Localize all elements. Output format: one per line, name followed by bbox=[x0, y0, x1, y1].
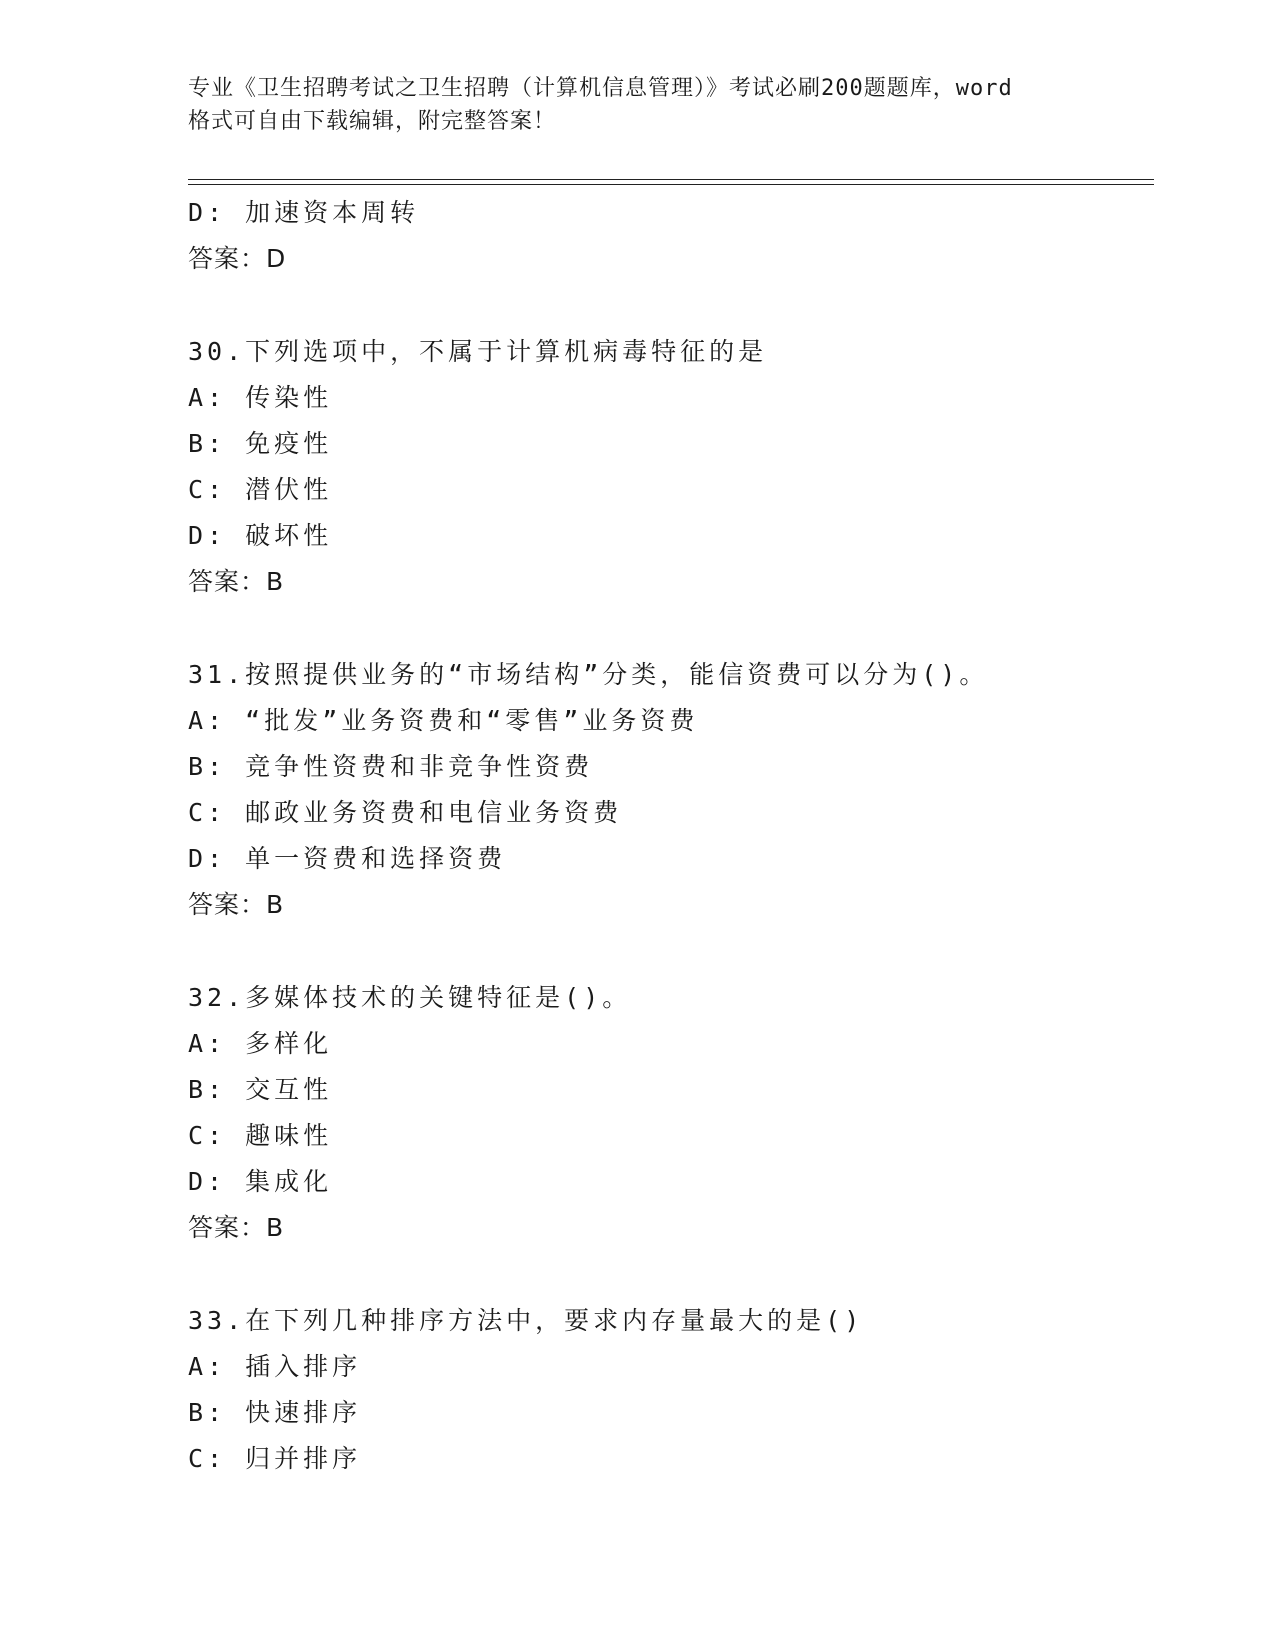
spacer bbox=[188, 605, 1154, 652]
answer-line: 答案：B bbox=[188, 567, 285, 596]
option-a: A: “批发”业务资费和“零售”业务资费 bbox=[188, 706, 699, 735]
option-d: D: 单一资费和选择资费 bbox=[188, 844, 507, 873]
option-c: C: 趣味性 bbox=[188, 1121, 333, 1150]
spacer bbox=[188, 282, 1154, 329]
header-line-1: 专业《卫生招聘考试之卫生招聘（计算机信息管理）》考试必刷200题题库，word bbox=[188, 76, 1013, 101]
document-header bbox=[188, 72, 1088, 138]
option-b: B: 快速排序 bbox=[188, 1398, 362, 1427]
question-block-31 bbox=[188, 652, 1154, 928]
question-text: 30.下列选项中，不属于计算机病毒特征的是 bbox=[188, 337, 768, 366]
option-d: D: 破坏性 bbox=[188, 521, 333, 550]
option-b: B: 竞争性资费和非竞争性资费 bbox=[188, 752, 594, 781]
header-divider-bottom bbox=[188, 184, 1154, 185]
question-text: 33.在下列几种排序方法中，要求内存量最大的是() bbox=[188, 1306, 864, 1335]
question-text: 32.多媒体技术的关键特征是()。 bbox=[188, 983, 632, 1012]
question-block-33 bbox=[188, 1298, 1154, 1482]
question-text: 31.按照提供业务的“市场结构”分类，能信资费可以分为()。 bbox=[188, 660, 989, 689]
option-a: A: 传染性 bbox=[188, 383, 333, 412]
spacer bbox=[188, 928, 1154, 975]
question-list bbox=[188, 190, 1154, 1482]
question-block-30 bbox=[188, 329, 1154, 605]
option-c: C: 归并排序 bbox=[188, 1444, 362, 1473]
option-b: B: 免疫性 bbox=[188, 429, 333, 458]
option-c: C: 潜伏性 bbox=[188, 475, 333, 504]
spacer bbox=[188, 1251, 1154, 1298]
option-b: B: 交互性 bbox=[188, 1075, 333, 1104]
answer-line: 答案：B bbox=[188, 890, 285, 919]
answer-line: 答案：D bbox=[188, 244, 287, 273]
header-line-2: 格式可自由下载编辑，附完整答案！ bbox=[188, 109, 557, 134]
option-c: C: 邮政业务资费和电信业务资费 bbox=[188, 798, 623, 827]
option-a: A: 多样化 bbox=[188, 1029, 333, 1058]
question-block-32 bbox=[188, 975, 1154, 1251]
option-a: A: 插入排序 bbox=[188, 1352, 362, 1381]
header-divider-top bbox=[188, 179, 1154, 180]
option-d: D: 集成化 bbox=[188, 1167, 333, 1196]
question-block-prev bbox=[188, 190, 1154, 282]
option-d: D: 加速资本周转 bbox=[188, 198, 420, 227]
answer-line: 答案：B bbox=[188, 1213, 285, 1242]
